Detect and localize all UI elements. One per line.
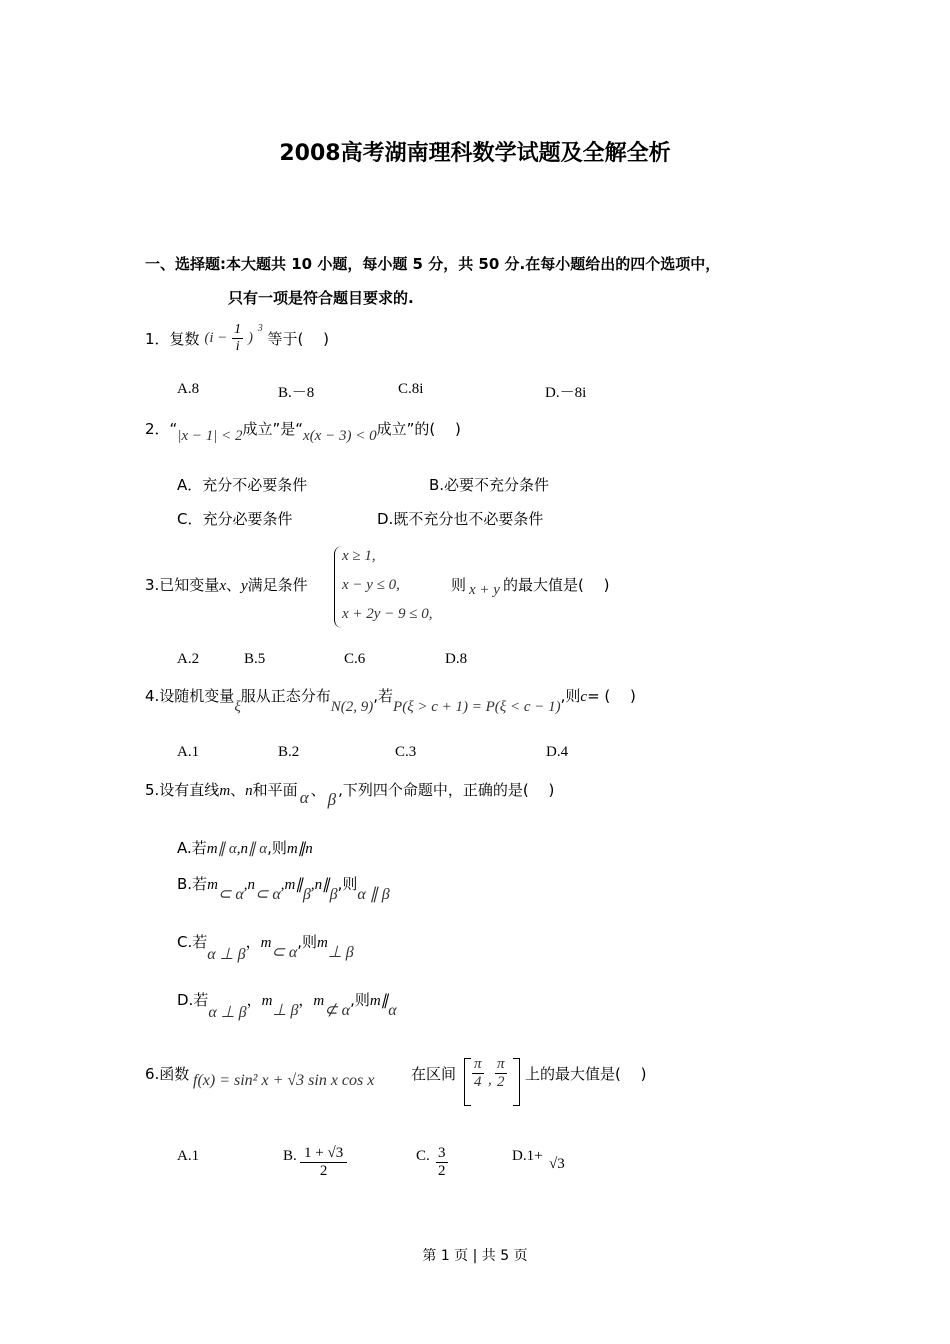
option-5-b-m: m	[207, 877, 218, 893]
option-5-b-rel2: ⊂ α	[254, 886, 281, 903]
option-4-b: B.2	[278, 744, 300, 760]
question-6-lead	[145, 1063, 189, 1084]
question-3-lead	[145, 574, 308, 595]
question-1-exponent: 3	[257, 323, 263, 334]
question-1-number: 1．复数	[145, 330, 200, 348]
question-2-mid: 成立”是“	[242, 420, 304, 438]
option-5-a	[177, 837, 313, 858]
question-2-expr1: |x − 1| < 2	[177, 428, 243, 444]
question-6-interval-start-num: π	[474, 1056, 482, 1072]
question-6-pre: 6.函数	[145, 1065, 190, 1083]
question-4-xi: ξ	[234, 699, 241, 715]
option-5-a-rel2: ∥ α	[248, 841, 268, 857]
option-1-a: A.8	[177, 381, 200, 397]
question-3-constraint-2: x − y ≤ 0,	[342, 577, 400, 593]
option-2-c: C．充分必要条件	[177, 510, 293, 528]
option-5-b-conclusion: α ∥ β	[357, 886, 390, 903]
question-4	[145, 685, 636, 715]
question-4-distribution: N(2, 9)	[330, 699, 374, 715]
question-6-interval-end-den: 2	[497, 1074, 505, 1090]
option-5-a-rel1: ∥ α	[217, 841, 237, 857]
option-5-c-rel1: α ⊥ β	[207, 946, 246, 963]
question-5-alpha: α	[299, 788, 309, 807]
option-6-b-label: B.	[283, 1148, 297, 1164]
option-5-d	[177, 989, 397, 1021]
option-5-b-n-parallel: ,n∥	[310, 877, 330, 893]
question-3-var-y: y	[241, 578, 248, 594]
option-5-a-m: m	[206, 841, 218, 857]
option-3-c: C.6	[344, 651, 366, 667]
section-heading-line1: 一、选择题:本大题共 10 小题，每小题 5 分，共 50 分.在每小题给出的四个选项中，	[145, 255, 721, 273]
question-3-sep: 、	[225, 576, 241, 594]
option-3-a: A.2	[177, 651, 200, 667]
option-6-c-numerator: 3	[438, 1145, 446, 1161]
question-5-beta: β	[327, 790, 337, 809]
question-5-mid: 和平面	[252, 781, 298, 799]
question-6-bracket-right	[513, 1058, 520, 1106]
option-5-c-m: m	[260, 935, 272, 951]
question-3-pre: 3.已知变量	[145, 576, 220, 594]
option-5-c-m2: m	[317, 935, 328, 951]
option-6-a: A.1	[177, 1148, 200, 1164]
option-1-b: B.－8	[278, 385, 315, 401]
question-4-var-c: c	[580, 689, 588, 705]
option-5-d-label: D.若	[177, 991, 209, 1009]
option-5-a-then: ,则	[267, 839, 287, 857]
option-5-c-label: C.若	[177, 933, 208, 951]
option-5-d-rel3: ⊄ α	[324, 1002, 351, 1019]
option-3-d: D.8	[445, 651, 468, 667]
option-6-b-fraction	[300, 1145, 347, 1180]
option-5-a-label: A.若	[177, 839, 207, 857]
option-5-b-rel1: ⊂ α	[217, 886, 244, 903]
option-5-c-conclusion: ⊥ β	[327, 944, 354, 961]
question-4-mid: 服从正态分布	[240, 687, 331, 705]
option-5-b-m-parallel: ,m∥	[280, 877, 303, 893]
option-5-d-m2: m	[313, 993, 325, 1009]
question-3-expr: x + y	[469, 582, 500, 598]
question-5-var-m: m	[219, 783, 231, 799]
question-4-condition: P(ξ > c + 1) = P(ξ < c − 1)	[393, 699, 561, 715]
question-5	[145, 779, 555, 809]
option-5-b-beta1: β	[302, 886, 311, 903]
option-1-c: C.8i	[398, 381, 424, 397]
question-1-tail: 等于( )	[267, 330, 329, 348]
question-6-function: f(x) = sin² x + √3 sin x cos x	[193, 1072, 375, 1089]
option-6-c-label: C.	[416, 1148, 430, 1164]
question-5-sep: 、	[230, 781, 246, 799]
option-5-b-beta2: β	[329, 886, 338, 903]
page-title: 2008高考湖南理科数学试题及全解全析	[279, 141, 671, 166]
question-4-tail: = ( )	[587, 687, 636, 705]
option-5-d-rel1: α ⊥ β	[208, 1004, 247, 1021]
question-6-interval-end-num: π	[497, 1056, 505, 1072]
option-5-c	[177, 931, 354, 963]
question-3-then: 则	[451, 576, 467, 594]
question-6-mid: 在区间	[411, 1065, 457, 1083]
question-3-tail: 的最大值是( )	[502, 576, 610, 594]
question-2	[145, 418, 461, 444]
option-5-c-then: ,则	[297, 933, 318, 951]
question-1-fraction-denominator: i	[235, 339, 240, 354]
question-6-interval-start-den: 4	[474, 1074, 482, 1090]
question-4-pre: 4.设随机变量	[145, 687, 235, 705]
option-5-c-rel2: ⊂ α	[271, 944, 298, 961]
option-3-b: B.5	[244, 651, 266, 667]
option-5-d-m3: m∥	[369, 993, 389, 1009]
page-footer: 第 1 页 | 共 5 页	[422, 1248, 528, 1264]
option-6-b-denominator: 2	[319, 1163, 328, 1179]
option-5-d-sep: ，	[246, 991, 262, 1009]
option-2-a: A．充分不必要条件	[177, 476, 308, 494]
option-5-b	[177, 873, 390, 903]
question-5-tail: ,下列四个命题中，正确的是( )	[338, 781, 555, 799]
question-1-fraction	[232, 322, 243, 355]
question-6-interval-start	[472, 1056, 484, 1091]
question-5-var-n: n	[245, 783, 253, 799]
question-6-bracket-left	[464, 1058, 471, 1106]
option-5-c-sep: ，	[245, 933, 261, 951]
option-5-a-conclusion: m∥n	[286, 841, 313, 857]
option-5-d-rel2: ⊥ β	[272, 1002, 299, 1019]
option-6-c-denominator: 2	[438, 1163, 446, 1179]
option-4-d: D.4	[546, 744, 569, 760]
question-5-sep2: 、	[310, 781, 326, 799]
question-1-fraction-numerator: 1	[234, 322, 242, 337]
option-1-d: D.－8i	[545, 385, 587, 401]
section-heading-line2: 只有一项是符合题目要求的.	[228, 289, 414, 307]
question-1-expr-left: (i −	[204, 330, 228, 346]
question-2-expr2: x(x − 3) < 0	[303, 428, 377, 444]
option-6-d-value: √3	[549, 1156, 565, 1172]
question-6-interval-comma: ,	[488, 1072, 492, 1088]
question-3-constraint-1: x ≥ 1,	[342, 548, 376, 564]
question-1	[145, 322, 329, 355]
option-2-d: D.既不充分也不必要条件	[377, 510, 544, 528]
option-2-b: B.必要不充分条件	[429, 476, 550, 494]
question-1-expr-right: )	[247, 330, 253, 346]
question-3-post: 满足条件	[247, 576, 308, 594]
question-3-constraint-3: x + 2y − 9 ≤ 0,	[342, 606, 433, 622]
question-6-tail: 上的最大值是( )	[525, 1065, 647, 1083]
question-4-then: ,则	[560, 687, 581, 705]
option-5-b-n: ,n	[243, 877, 255, 893]
question-3-tail-group	[451, 574, 610, 598]
option-5-d-m: m	[261, 993, 273, 1009]
option-6-d-label: D.1+	[512, 1148, 543, 1164]
option-5-b-label: B.若	[177, 875, 208, 893]
option-5-b-then: ,则	[337, 875, 358, 893]
option-4-c: C.3	[395, 744, 417, 760]
option-6-c-fraction	[436, 1145, 448, 1180]
question-5-pre: 5.设有直线	[145, 781, 220, 799]
option-5-d-alpha: α	[388, 1002, 397, 1019]
question-2-number: 2．“	[145, 420, 178, 438]
question-6-interval-end	[495, 1056, 507, 1091]
option-4-a: A.1	[177, 744, 200, 760]
option-6-b-numerator: 1 + √3	[300, 1145, 347, 1163]
question-2-tail: 成立”的( )	[376, 420, 461, 438]
question-4-ruo: ,若	[373, 687, 394, 705]
question-3-var-x: x	[219, 578, 226, 594]
option-5-d-sep2: ，	[298, 991, 314, 1009]
option-5-d-then: ,则	[350, 991, 370, 1009]
option-5-a-n: ,n	[236, 841, 248, 857]
